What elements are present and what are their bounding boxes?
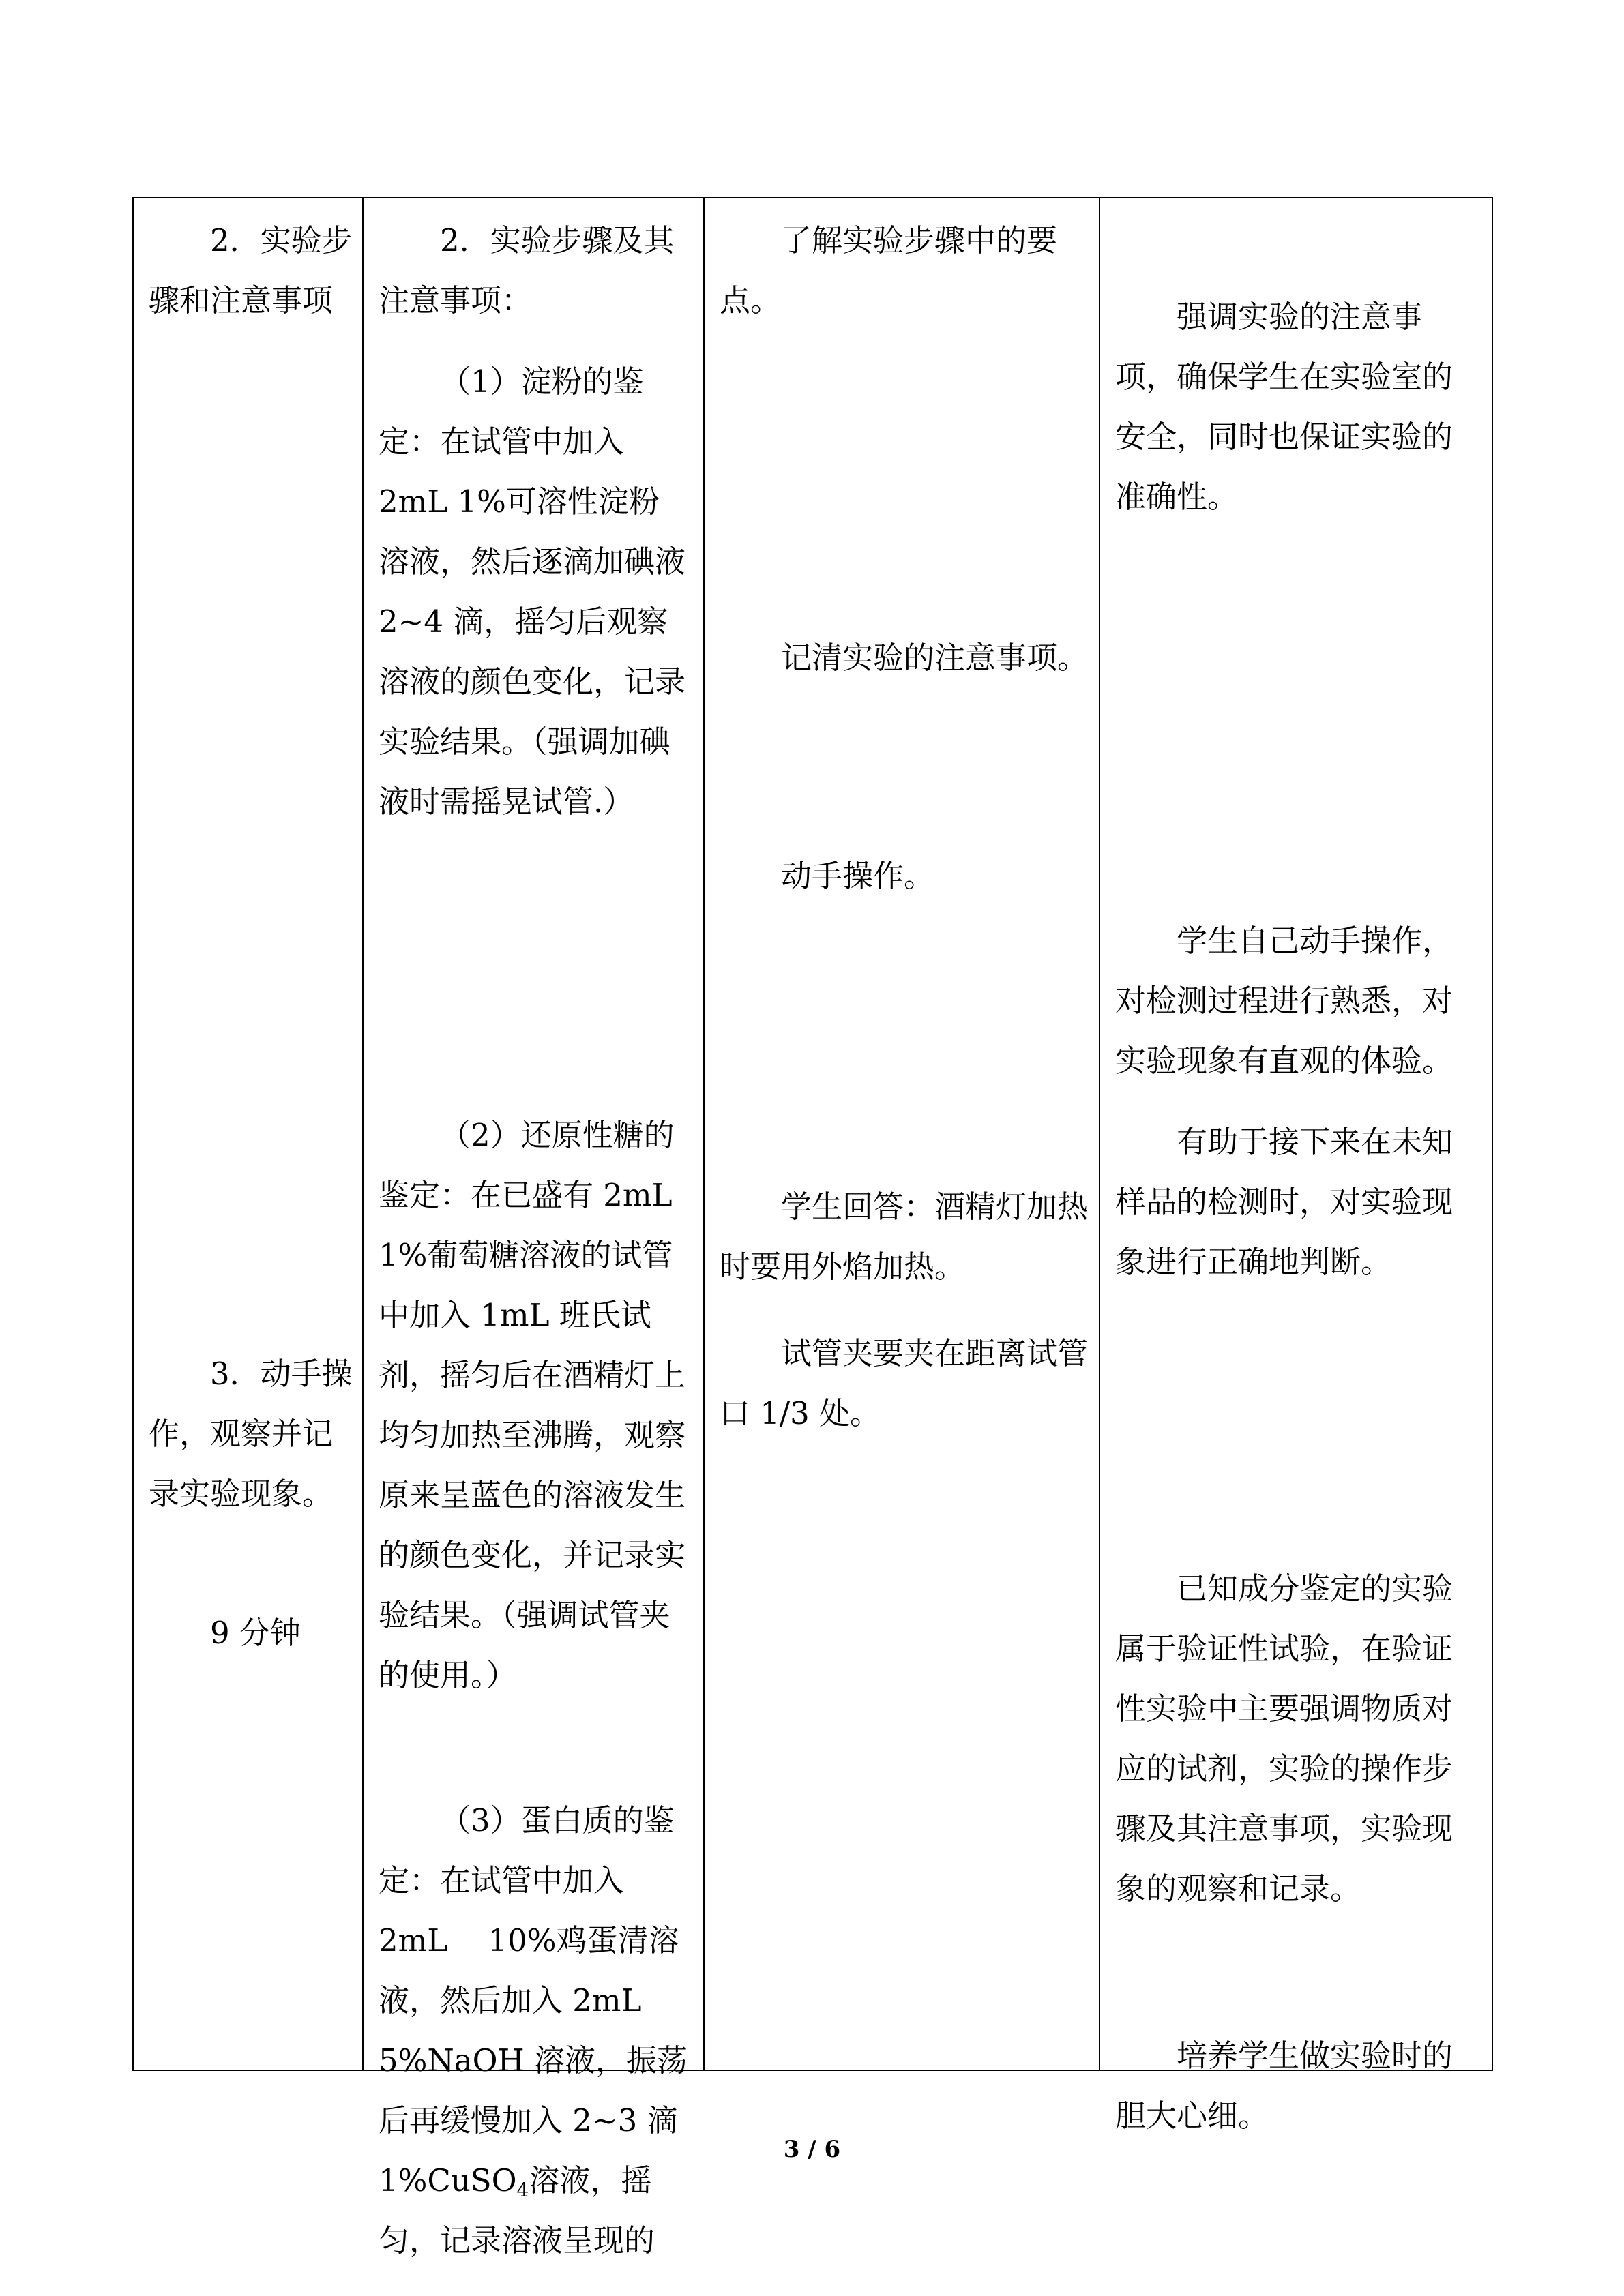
- stage-3-text: 3．动手操作，观察并记录实验现象。: [149, 1356, 353, 1512]
- protein-test-text: （3）蛋白质的鉴定：在试管中加入 2mL 10%鸡蛋清溶液，然后加入 2mL 5%NaOH 溶液，振荡后再缓慢加入 2~3 滴 1%CuSO$_4$溶液，摇匀，记录溶液呈现的: [379, 1802, 688, 2258]
- steps-heading: 2．实验步骤及其注意事项：: [379, 222, 675, 318]
- student-activity-cell: [704, 198, 1099, 2070]
- teacher-activity-cell: [363, 198, 704, 2258]
- student-text-1: 了解实验步骤中的要点。: [720, 222, 1058, 318]
- student-text-3: 动手操作。: [781, 858, 935, 894]
- design-intent-cell: [1099, 198, 1492, 2134]
- stage-2-text: 2．实验步骤和注意事项: [149, 222, 353, 318]
- reducing-sugar-test-text: （2）还原性糖的鉴定：在已盛有 2mL 1%葡萄糖溶液的试管中加入 1mL 班氏试剂，摇匀后在酒精灯上均匀加热至沸腾，观察原来呈蓝色的溶液发生的颜色变化，并记录实验结果。（强调试管夹的使用。）: [379, 1117, 686, 1693]
- intent-text-3: 有助于接下来在未知样品的检测时，对实验现象进行正确地判断。: [1115, 1124, 1453, 1280]
- intent-text-2: 学生自己动手操作，对检测过程进行熟悉，对实验现象有直观的体验。: [1115, 923, 1453, 1079]
- stage-time-text: 9 分钟: [210, 1615, 301, 1651]
- student-text-2: 记清实验的注意事项。: [781, 640, 1089, 676]
- intent-text-4: 已知成分鉴定的实验属于验证性试验，在验证性实验中主要强调物质对应的试剂，实验的操作步骤及其注意事项，实验现象的观察和记录。: [1115, 1570, 1453, 1907]
- stage-column-cell: [133, 198, 363, 2070]
- subscript-4: 4: [516, 2179, 529, 2201]
- student-text-5: 试管夹要夹在距离试管口 1/3 处。: [720, 1335, 1089, 1431]
- table-row: [133, 198, 1492, 2070]
- intent-text-1: 强调实验的注意事项，确保学生在实验室的安全，同时也保证实验的准确性。: [1115, 299, 1453, 515]
- student-text-4: 学生回答：酒精灯加热时要用外焰加热。: [720, 1189, 1089, 1285]
- intent-text-5: 培养学生做实验时的胆大心细。: [1115, 2038, 1453, 2134]
- page-number: 3 / 6: [783, 2136, 841, 2163]
- starch-test-text: （1）淀粉的鉴定：在试管中加入 2mL 1%可溶性淀粉溶液，然后逐滴加碘液 2~4 滴，摇匀后观察溶液的颜色变化，记录实验结果。（强调加碘液时需摇晃试管.）: [379, 363, 686, 820]
